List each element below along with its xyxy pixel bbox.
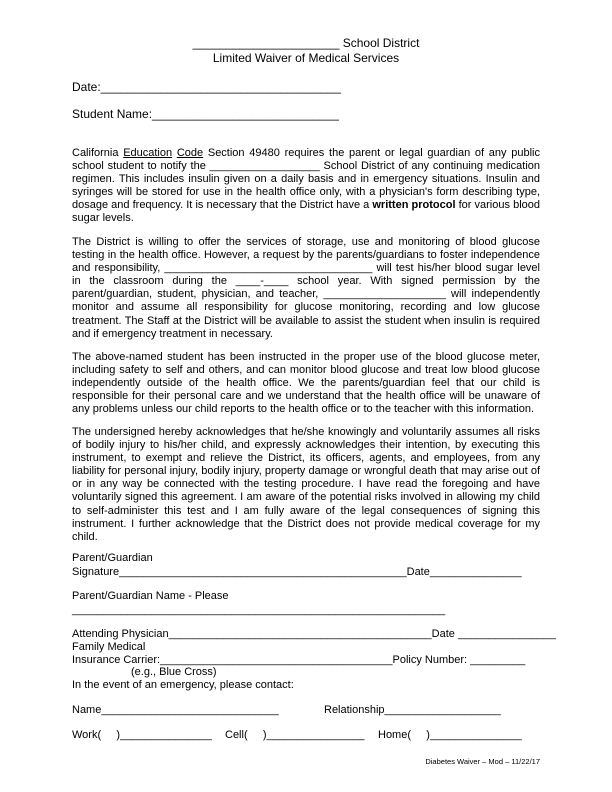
work-phone-line[interactable]: Work( )_______________ [72,729,212,741]
emergency-contact-heading: In the event of an emergency, please contact: [72,679,294,691]
footer-revision: Diabetes Waiver – Mod – 11/22/17 [425,757,540,766]
family-medical-label: Family Medical [72,641,146,653]
insurance-carrier-line[interactable]: Insurance Carrier:______________________________________Policy Number: _________ [72,654,526,666]
insurance-example-note: (e.g., Blue Cross) [131,666,217,678]
date-field[interactable]: Date:____________________________________ [72,80,341,94]
relationship-line[interactable]: Relationship___________________ [324,704,501,716]
attending-physician-line[interactable]: Attending Physician___________________________________________Date ________________ [72,628,556,640]
emergency-name-line[interactable]: Name_____________________________ [72,704,279,716]
signature-date-line[interactable]: Signature_______________________________________________Date_______________ [72,566,522,578]
home-phone-line[interactable]: Home( )_______________ [378,729,522,741]
paragraph-acknowledgement: The undersigned hereby acknowledges that he/she knowingly and voluntarily assumes all risks of bodily injury to his/her child, and expressly acknowledges their intention, by executing this instrument, to exempt and relieve the District, its officers, agents, and employees, from any liability for personal injury, bodily injury, property damage or wrongful death that may arise out of or in any way be connected with the testing procedure. I have read the foregoing and have voluntarily signed this agreement. I am aware of the potential risks involved in allowing my child to self-administer this test and I am fully aware of the legal consequences of signing this instrument. I further acknowledge that the District does not provide medical coverage for my child. [72,426,540,543]
parent-guardian-name-label: Parent/Guardian Name - Please [72,590,229,602]
paragraph-student-instructed: The above-named student has been instructed in the proper use of the blood glucose meter, including safety to self and others, and can monitor blood glucose and treat low blood glucose independently outside of the health office. We the parents/guardian feel that our child is responsible for their personal care and we understand that the health office will be unaware of any problems unless our child reports to the health office or to the teacher with this information. [72,351,540,416]
form-title: Limited Waiver of Medical Services [212,51,400,65]
paragraph-education-code: California Education Code Section 49480 requires the parent or legal guardian of any public school student to notify the __________________ School District of any continuing medication regimen. This includes insulin given on a daily basis and in emergency situations. Insulin and syringes will be stored for use in the health office only, with a physician's form describing type, dosage and frequency. It is necessary that the District have a written protocol for various blood sugar levels. [72,147,540,225]
paragraph-district-services: The District is willing to offer the services of storage, use and monitoring of blood glucose testing in the health office. However, a request by the parents/guardians to foster independence and responsibility, __________________________________ will test his/her blood sugar level in the classroom during the ____-____ school year. With signed permission by the parent/guardian, student, physician, and teacher, ____________________ will independently monitor and assume all responsibility for glucose monitoring, recording and low glucose treatment. The Staff at the District will be available to assist the student when insulin is required and if emergency treatment in necessary. [72,236,540,340]
parent-guardian-name-line[interactable]: _____________________________________________________________ [72,604,446,616]
student-name-field[interactable]: Student Name:____________________________ [72,107,339,121]
parent-guardian-label: Parent/Guardian [72,552,153,564]
district-line: ______________________ School District [192,36,420,50]
cell-phone-line[interactable]: Cell( )________________ [225,729,365,741]
